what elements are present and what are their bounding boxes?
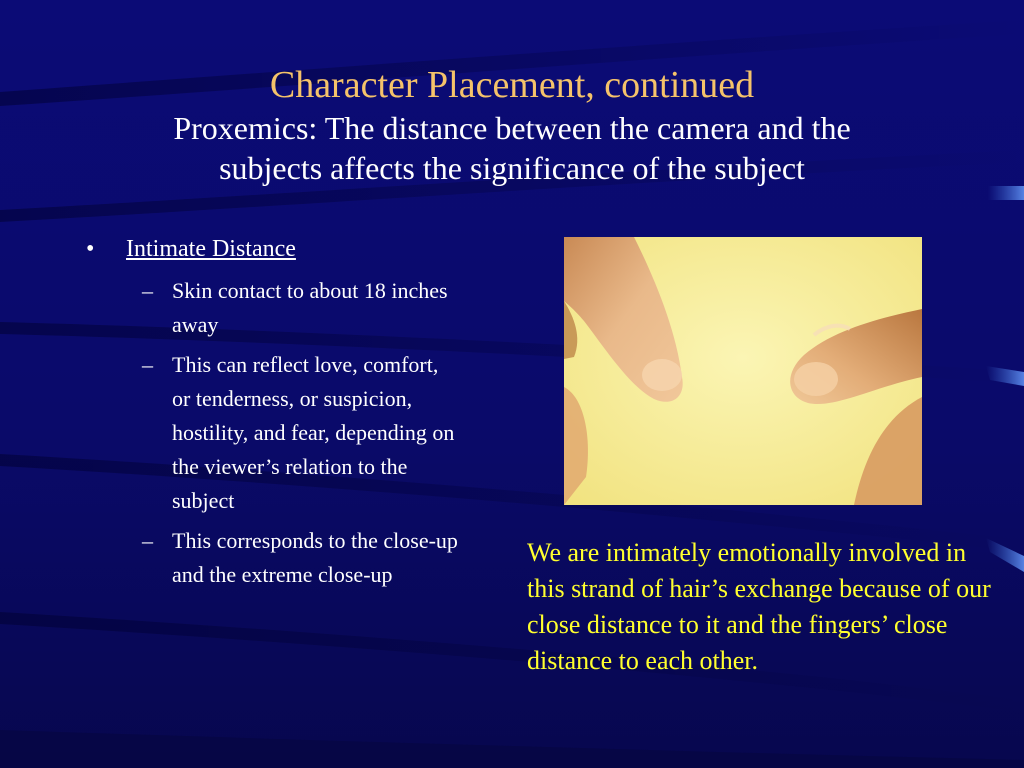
dash-marker: – [142, 278, 153, 303]
sub-bullet-text: This corresponds to the close-up and the extreme close-up [172, 528, 458, 587]
bullet-list [82, 232, 502, 598]
bullet-marker: • [86, 236, 95, 262]
sub-bullet-text: This can reflect love, comfort, or tenderness, or suspicion, hostility, and fear, depending on the viewer’s relation to the subject [172, 352, 455, 513]
title-block [40, 62, 984, 188]
photo-caption: We are intimately emotionally involved in this strand of hair’s exchange because of our close distance to it and the fingers’ close distance to each other. [527, 538, 991, 675]
slide-subtitle-line-1: Proxemics: The distance between the camera and the [173, 110, 851, 146]
dash-marker: – [142, 352, 153, 377]
slide-title: Character Placement, continued [269, 64, 755, 106]
bullet-heading: Intimate Distance [126, 236, 296, 262]
sub-bullet-item [126, 274, 462, 342]
sub-bullet-text: Skin contact to about 18 inches away [172, 278, 448, 337]
fingers-photo [564, 237, 922, 505]
bullet-intimate-distance [82, 232, 502, 592]
sub-bullet-item [126, 348, 462, 518]
slide-subtitle-line-2: subjects affects the significance of the subject [219, 150, 805, 186]
sub-bullet-item [126, 524, 462, 592]
sub-bullet-list [126, 274, 502, 592]
dash-marker: – [142, 528, 153, 553]
